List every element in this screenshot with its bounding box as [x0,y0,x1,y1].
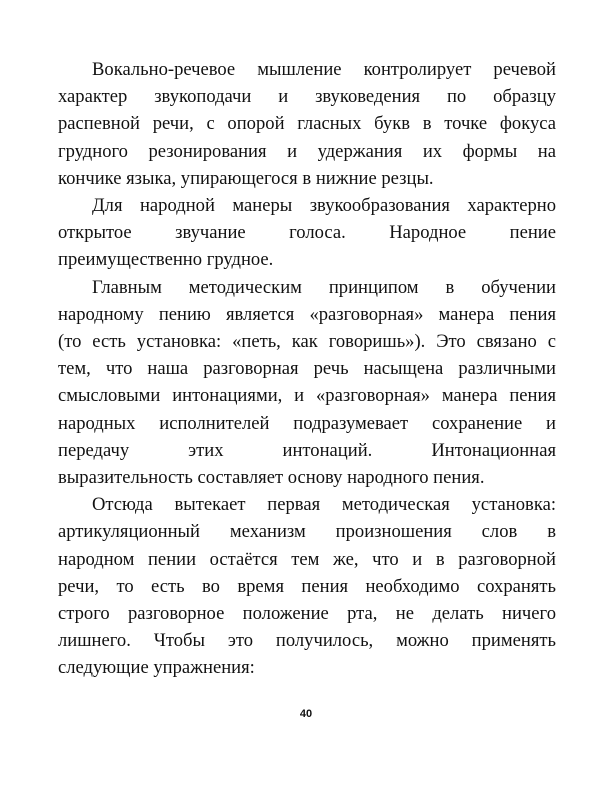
text-line: (то есть установка: «петь, как говоришь»). Это связано с [58,331,556,353]
text-line: кончике языка, упирающегося в нижние резцы. [58,167,434,189]
paragraph-4 [58,491,556,681]
text-line: Главным методическим принципом в обучении [92,276,556,298]
text-line: народных исполнителей подразумевает сохранение и [58,412,556,434]
text-line: Вокально-речевое мышление контролирует речевой [92,59,556,80]
text-line: Для народной манеры звукообразования характерно [92,195,556,217]
text-line: народном пении остаётся тем же, что и в разговорной [58,548,556,570]
text-line: артикуляционный механизм произношения слов в [58,521,556,543]
text-line: преимущественно грудное. [58,249,274,271]
text-line: Отсюда вытекает первая методическая установка: [92,494,556,516]
text-line: распевной речи, с опорой гласных букв в точке фокуса [58,113,556,135]
text-line: народному пению является «разговорная» манера пения [58,303,556,325]
text-line: речи, то есть во время пения необходимо сохранять [58,575,556,597]
paragraph-3 [58,274,556,492]
text-line: выразительность составляет основу народного пения. [58,467,485,489]
text-line: лишнего. Чтобы это получилось, можно применять [58,630,556,652]
paragraph-2 [58,192,556,274]
page-number: 40 [299,708,313,720]
text-line: следующие упражнения: [58,657,255,679]
text-line: грудного резонирования и удержания их формы на [58,140,556,162]
body-text [58,56,556,682]
text-line: характер звукоподачи и звуковедения по образцу [58,86,556,108]
text-line: открытое звучание голоса. Народное пение [58,222,556,244]
text-line: передачу этих интонаций. Интонационная [58,439,556,461]
text-line: смысловыми интонациями, и «разговорная» манера пения [58,385,556,407]
text-line: строго разговорное положение рта, не делать ничего [58,603,556,625]
text-line: тем, что наша разговорная речь насыщена различными [58,358,556,380]
paragraph-1 [58,56,556,192]
